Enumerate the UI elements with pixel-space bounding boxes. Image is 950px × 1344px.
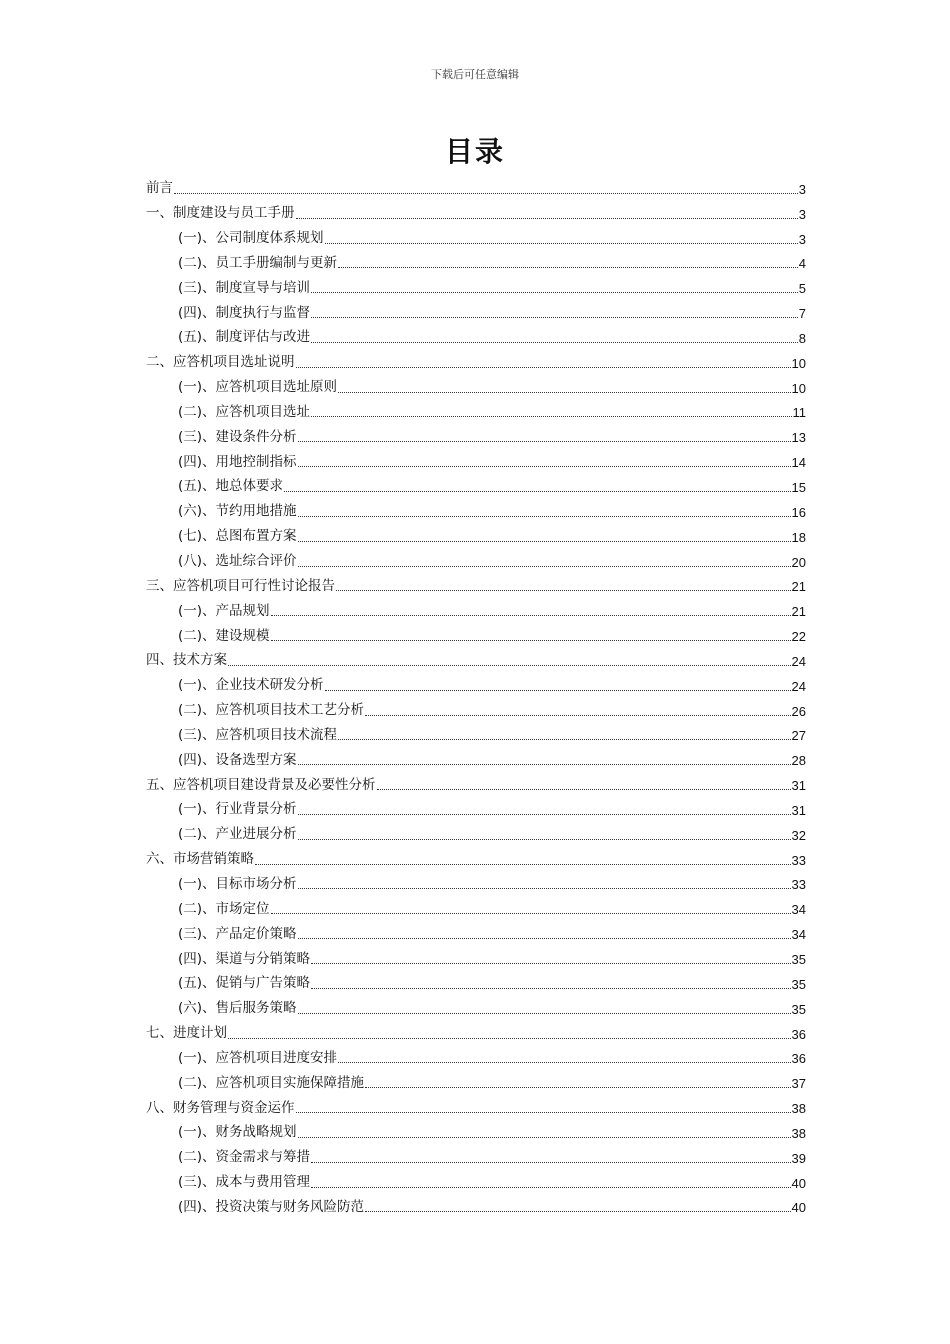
toc-section-entry[interactable]: [146, 399, 806, 424]
toc-dot-leader: [365, 1211, 790, 1212]
toc-entry-title: 七、进度计划: [146, 1025, 227, 1042]
toc-page-number: 33: [791, 852, 806, 868]
toc-page-number: 38: [791, 1101, 806, 1117]
toc-entry-title: (五)、促销与广告策略: [178, 975, 311, 992]
toc-dot-leader: [298, 1137, 791, 1138]
toc-section-entry[interactable]: [146, 1045, 806, 1070]
toc-chapter-entry[interactable]: [146, 200, 806, 225]
toc-section-entry[interactable]: [146, 225, 806, 250]
toc-dot-leader: [298, 814, 791, 815]
toc-entry-title: 一、制度建设与员工手册: [146, 205, 295, 222]
toc-dot-leader: [298, 441, 791, 442]
toc-entry-title: (四)、制度执行与监督: [178, 304, 311, 321]
table-of-contents: [146, 175, 806, 1218]
toc-entry-title: 六、市场营销策略: [146, 851, 254, 868]
toc-dot-leader: [284, 491, 790, 492]
toc-chapter-entry[interactable]: [146, 771, 806, 796]
toc-section-entry[interactable]: [146, 548, 806, 573]
toc-section-entry[interactable]: [146, 746, 806, 771]
header-note: 下载后可任意编辑: [431, 68, 519, 81]
toc-section-entry[interactable]: [146, 597, 806, 622]
toc-entry-title: (三)、产品定价策略: [178, 925, 297, 942]
toc-page-number: 5: [798, 281, 806, 297]
toc-dot-leader: [298, 938, 791, 939]
toc-page-number: 10: [791, 355, 806, 371]
toc-page-number: 34: [791, 927, 806, 943]
toc-dot-leader: [311, 342, 798, 343]
toc-section-entry[interactable]: [146, 498, 806, 523]
toc-section-entry[interactable]: [146, 945, 806, 970]
toc-dot-leader: [325, 243, 798, 244]
toc-entry-title: (二)、员工手册编制与更新: [178, 254, 338, 271]
toc-dot-leader: [174, 193, 798, 194]
toc-section-entry[interactable]: [146, 920, 806, 945]
toc-page-number: 33: [791, 877, 806, 893]
toc-section-entry[interactable]: [146, 821, 806, 846]
toc-entry-title: (五)、制度评估与改进: [178, 329, 311, 346]
toc-section-entry[interactable]: [146, 622, 806, 647]
toc-section-entry[interactable]: [146, 1194, 806, 1219]
toc-page-number: 35: [791, 952, 806, 967]
toc-page-number: 26: [791, 703, 806, 719]
toc-dot-leader: [298, 839, 791, 840]
toc-entry-title: (一)、行业背景分析: [178, 801, 297, 818]
toc-entry-title: (四)、用地控制指标: [178, 453, 297, 470]
toc-page-number: 35: [791, 976, 806, 992]
toc-entry-title: (三)、成本与费用管理: [178, 1174, 311, 1191]
toc-section-entry[interactable]: [146, 970, 806, 995]
toc-entry-title: (二)、应答机项目实施保障措施: [178, 1074, 365, 1091]
toc-dot-leader: [271, 640, 791, 641]
toc-entry-title: 八、财务管理与资金运作: [146, 1099, 295, 1116]
toc-entry-title: (八)、选址综合评价: [178, 553, 297, 569]
toc-chapter-entry[interactable]: [146, 349, 806, 374]
toc-dot-leader: [298, 764, 791, 765]
toc-dot-leader: [298, 1013, 791, 1014]
toc-section-entry[interactable]: [146, 697, 806, 722]
toc-page-number: 7: [798, 306, 806, 322]
toc-section-entry[interactable]: [146, 274, 806, 299]
toc-page-number: 36: [791, 1026, 806, 1042]
toc-entry-title: (二)、应答机项目技术工艺分析: [178, 702, 365, 719]
toc-page-number: 27: [791, 728, 806, 744]
toc-dot-leader: [311, 988, 790, 989]
toc-entry-title: (三)、建设条件分析: [178, 428, 297, 445]
toc-page-number: 18: [791, 529, 806, 545]
toc-section-entry[interactable]: [146, 448, 806, 473]
toc-page-number: 24: [791, 678, 806, 694]
toc-page-number: 13: [791, 430, 806, 446]
toc-entry-title: 前言: [146, 180, 173, 197]
toc-page-number: 28: [791, 753, 806, 769]
toc-page-number: 21: [791, 604, 806, 620]
toc-entry-title: (二)、建设规模: [178, 627, 270, 644]
toc-entry-title: (一)、目标市场分析: [178, 875, 297, 892]
toc-dot-leader: [311, 963, 790, 964]
toc-dot-leader: [298, 541, 791, 542]
toc-dot-leader: [338, 392, 790, 393]
toc-entry-title: (六)、节约用地措施: [178, 503, 297, 520]
toc-chapter-entry[interactable]: [146, 175, 806, 200]
toc-dot-leader: [298, 466, 791, 467]
toc-dot-leader: [311, 416, 791, 417]
toc-chapter-entry[interactable]: [146, 1020, 806, 1045]
toc-dot-leader: [311, 1187, 790, 1188]
toc-dot-leader: [228, 665, 791, 666]
toc-page-number: 3: [798, 231, 806, 247]
toc-dot-leader: [296, 367, 791, 368]
toc-dot-leader: [298, 566, 791, 567]
toc-dot-leader: [365, 715, 790, 716]
toc-page-number: 37: [791, 1076, 806, 1092]
toc-section-entry[interactable]: [146, 895, 806, 920]
toc-page-number: 40: [791, 1200, 806, 1216]
toc-entry-title: (一)、公司制度体系规划: [178, 230, 324, 247]
toc-page-number: 8: [798, 330, 806, 346]
toc-page-number: 31: [791, 802, 806, 818]
toc-page-number: 22: [791, 629, 806, 645]
toc-section-entry[interactable]: [146, 324, 806, 349]
toc-dot-leader: [377, 789, 791, 790]
toc-section-entry[interactable]: [146, 299, 806, 324]
toc-section-entry[interactable]: [146, 374, 806, 399]
toc-entry-title: (一)、财务战略规划: [178, 1124, 297, 1141]
toc-entry-title: (三)、制度宣导与培训: [178, 279, 311, 296]
toc-section-entry[interactable]: [146, 1119, 806, 1144]
toc-entry-title: (六)、售后服务策略: [178, 1000, 297, 1017]
toc-entry-title: (二)、应答机项目选址: [178, 403, 311, 420]
toc-page-number: 31: [791, 778, 806, 794]
toc-page-number: 3: [798, 181, 806, 197]
toc-section-entry[interactable]: [146, 995, 806, 1020]
toc-page-number: 36: [791, 1051, 806, 1067]
toc-chapter-entry[interactable]: [146, 573, 806, 598]
toc-section-entry[interactable]: [146, 523, 806, 548]
toc-dot-leader: [338, 739, 790, 740]
toc-dot-leader: [365, 1087, 790, 1088]
toc-page-number: 14: [791, 455, 806, 471]
toc-section-entry[interactable]: [146, 423, 806, 448]
toc-dot-leader: [338, 267, 798, 268]
toc-section-entry[interactable]: [146, 1169, 806, 1194]
toc-dot-leader: [255, 864, 791, 865]
toc-entry-title: 四、技术方案: [146, 652, 227, 669]
toc-dot-leader: [336, 590, 791, 591]
toc-entry-title: (三)、应答机项目技术流程: [178, 726, 338, 743]
toc-page-number: 38: [791, 1125, 806, 1141]
toc-entry-title: 五、应答机项目建设背景及必要性分析: [146, 776, 376, 793]
toc-page-number: 32: [791, 827, 806, 843]
toc-entry-title: (二)、资金需求与筹措: [178, 1149, 311, 1166]
toc-entry-title: (一)、应答机项目选址原则: [178, 379, 338, 396]
toc-section-entry[interactable]: [146, 473, 806, 498]
toc-entry-title: (二)、产业进展分析: [178, 826, 297, 843]
toc-entry-title: (五)、地总体要求: [178, 478, 284, 495]
toc-page-number: 15: [791, 479, 806, 495]
toc-page-number: 21: [791, 579, 806, 595]
toc-page-number: 10: [791, 380, 806, 396]
toc-chapter-entry[interactable]: [146, 846, 806, 871]
toc-section-entry[interactable]: [146, 1144, 806, 1169]
toc-dot-leader: [311, 317, 798, 318]
toc-section-entry[interactable]: [146, 1069, 806, 1094]
toc-page-number: 20: [791, 554, 806, 570]
toc-entry-title: (四)、渠道与分销策略: [178, 950, 311, 967]
toc-entry-title: (一)、应答机项目进度安排: [178, 1049, 338, 1066]
toc-page-number: 3: [798, 206, 806, 222]
toc-page-number: 35: [791, 1001, 806, 1017]
toc-entry-title: (二)、市场定位: [178, 900, 270, 917]
toc-dot-leader: [271, 913, 791, 914]
toc-dot-leader: [298, 516, 791, 517]
toc-section-entry[interactable]: [146, 250, 806, 275]
toc-section-entry[interactable]: [146, 722, 806, 747]
toc-entry-title: (一)、企业技术研发分析: [178, 677, 324, 694]
toc-entry-title: (四)、投资决策与财务风险防范: [178, 1198, 365, 1215]
toc-dot-leader: [325, 690, 791, 691]
toc-section-entry[interactable]: [146, 672, 806, 697]
toc-chapter-entry[interactable]: [146, 1094, 806, 1119]
toc-dot-leader: [338, 1062, 790, 1063]
toc-dot-leader: [271, 615, 791, 616]
toc-dot-leader: [298, 888, 791, 889]
toc-dot-leader: [311, 292, 798, 293]
toc-title: 目录: [444, 135, 505, 168]
toc-chapter-entry[interactable]: [146, 647, 806, 672]
toc-page-number: 39: [791, 1150, 806, 1166]
toc-dot-leader: [228, 1038, 791, 1039]
toc-page-number: 34: [791, 902, 806, 918]
toc-page-number: 4: [798, 256, 806, 272]
toc-entry-title: (一)、产品规划: [178, 602, 270, 619]
toc-entry-title: 二、应答机项目选址说明: [146, 354, 295, 371]
toc-page-number: 24: [791, 653, 806, 669]
toc-section-entry[interactable]: [146, 871, 806, 896]
toc-dot-leader: [296, 1112, 791, 1113]
toc-dot-leader: [296, 218, 798, 219]
toc-page-number: 16: [791, 504, 806, 520]
toc-entry-title: (四)、设备选型方案: [178, 751, 297, 768]
toc-entry-title: 三、应答机项目可行性讨论报告: [146, 577, 335, 594]
toc-entry-title: (七)、总图布置方案: [178, 528, 297, 545]
toc-dot-leader: [311, 1162, 790, 1163]
toc-page-number: 40: [791, 1175, 806, 1191]
toc-page-number: 11: [792, 405, 806, 421]
toc-section-entry[interactable]: [146, 796, 806, 821]
